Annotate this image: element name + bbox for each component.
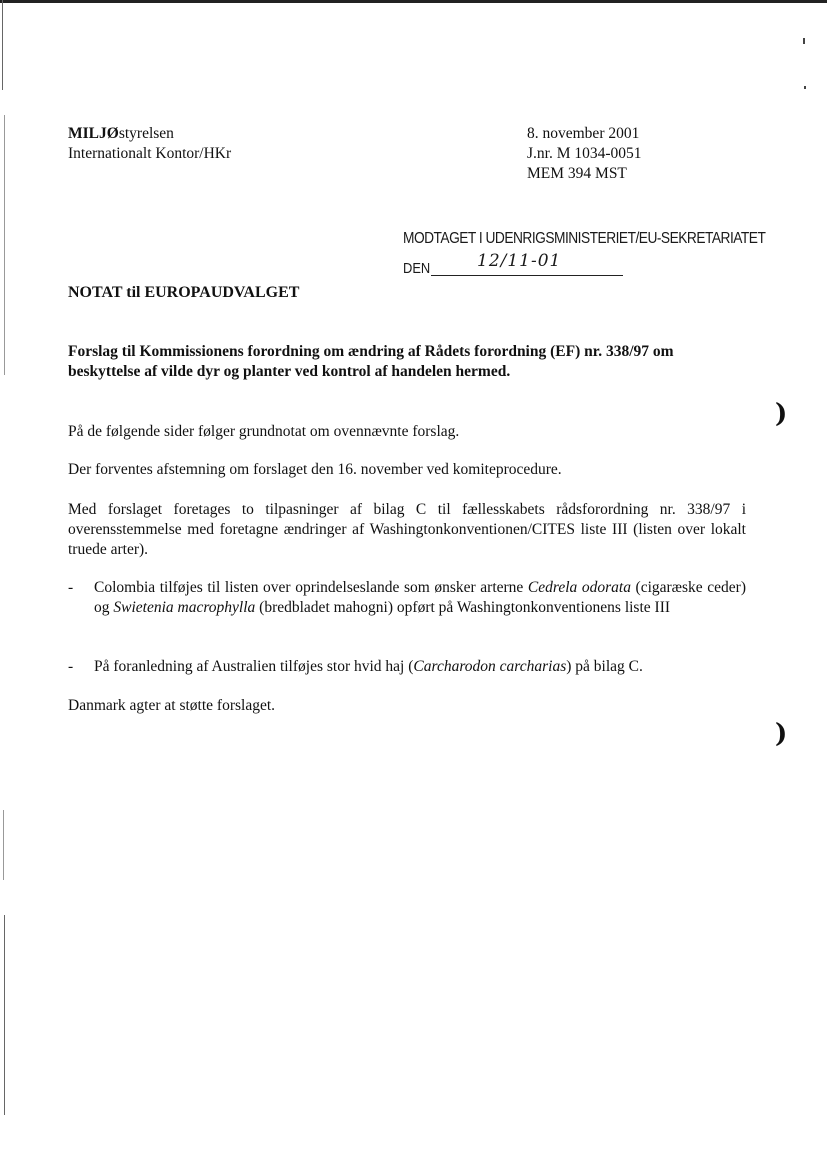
scan-speck [804, 86, 806, 89]
list-dash: - [68, 658, 74, 675]
document-date: 8. november 2001 [527, 125, 640, 142]
stamp-date-line [431, 275, 623, 276]
species-name: Swietenia macrophylla [113, 599, 256, 616]
text-run: ) på bilag C. [566, 658, 643, 675]
sender-org-prefix: MILJØ [68, 125, 119, 142]
margin-punch-mark: ) [775, 719, 788, 749]
received-stamp [403, 229, 824, 279]
scan-top-edge [0, 0, 827, 3]
sender-block [68, 124, 231, 164]
stamp-handwritten-date: 12/11-01 [477, 251, 562, 271]
subject-heading: Forslag til Kommissionens forordning om ændring af Rådets forordning (EF) nr. 338/97 om beskyttelse af vilde dyr og planter ved kontrol af handelen hermed. [68, 343, 674, 380]
page-title: NOTAT til EUROPAUDVALGET [68, 284, 300, 301]
scan-left-edge [3, 810, 4, 880]
scan-left-edge [4, 115, 5, 375]
text-run: (bredbladet mahogni) opført på Washingtonkonventionens liste III [255, 599, 671, 616]
stamp-title: MODTAGET I UDENRIGSMINISTERIET/EU-SEKRETARIATET [403, 230, 766, 247]
paragraph-vote: Der forventes afstemning om forslaget den 16. november ved komiteprocedure. [68, 461, 562, 478]
paragraph-intro: På de følgende sider følger grundnotat om ovennævnte forslag. [68, 423, 460, 440]
text-run: (cigaræske ceder) og [94, 579, 746, 616]
memo-reference: MEM 394 MST [527, 165, 627, 182]
paragraph-conclusion: Danmark agter at støtte forslaget. [68, 697, 276, 714]
margin-punch-mark: ) [775, 399, 788, 429]
list-dash: - [68, 579, 74, 596]
stamp-den-label: DEN [403, 260, 431, 277]
species-name: Carcharodon carcharias [413, 658, 567, 675]
sender-org-suffix: styrelsen [118, 125, 174, 142]
species-name: Cedrela odorata [527, 579, 631, 596]
list-item [68, 657, 746, 677]
scan-left-edge [4, 915, 5, 1115]
document-meta [527, 124, 642, 184]
stamp-date-row [403, 251, 824, 279]
list-item-text [94, 657, 746, 677]
sender-org [68, 124, 231, 144]
list-item-text [94, 578, 746, 618]
text-run: På foranledning af Australien tilføjes stor hvid haj ( [94, 658, 414, 675]
scan-speck [803, 38, 805, 44]
list-item [68, 578, 746, 618]
journal-number: J.nr. M 1034-0051 [527, 145, 642, 162]
paragraph-proposal: Med forslaget foretages to tilpasninger af bilag C til fællesskabets rådsforordning nr. 338/97 i overensstemmelse med foretagne ændringer af Washingtonkonventionen/CITES liste III (listen over lokalt truede arter). [68, 501, 746, 558]
sender-office: Internationalt Kontor/HKr [68, 145, 232, 162]
scan-left-edge [2, 0, 3, 90]
text-run: Colombia tilføjes til listen over oprindelseslande som ønsker arterne [94, 579, 528, 596]
